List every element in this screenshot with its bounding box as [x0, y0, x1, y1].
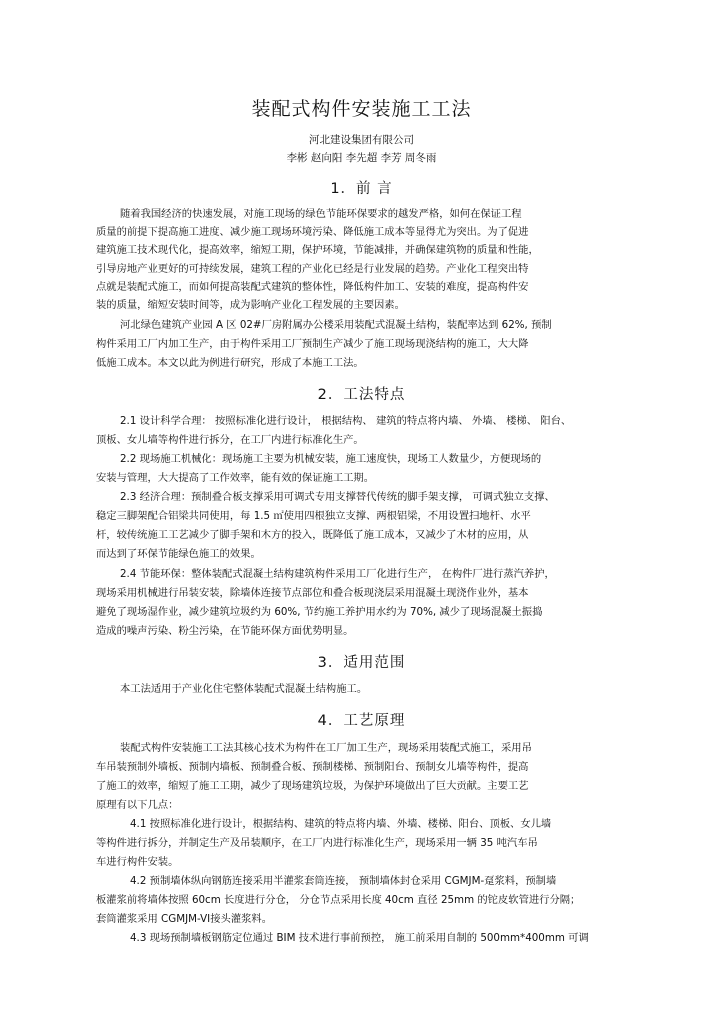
authors: 李彬 赵向阳 李先超 李芳 周冬雨	[286, 152, 437, 164]
paragraph-line: 河北绿色建筑产业园 A 区 02#厂房附属办公楼采用装配式混凝土结构，装配率达到 62%, 预制	[120, 319, 552, 331]
document-title: 装配式构件安装施工工法	[251, 98, 472, 120]
paragraph-line: 现场采用机械进行吊装安装，除墙体连接节点部位和叠合板现浇层采用混凝土现浇作业外，基本	[96, 587, 529, 599]
organization: 河北建设集团有限公司	[309, 134, 414, 146]
paragraph-line: 装的质量，缩短安装时间等，成为影响产业化工程发展的主要因素。	[96, 299, 405, 311]
paragraph-line: 4.2 预制墙体纵向钢筋连接采用半灌浆套筒连接， 预制墙体封仓采用 CGMJM-趸浆料，预制墙	[130, 875, 557, 887]
paragraph-line: 避免了现场湿作业，减少建筑垃圾约为 60%, 节约施工养护用水约为 70%, 减少了现场混凝土振捣	[96, 606, 543, 618]
paragraph-line: 建筑施工技术现代化，提高效率，缩短工期，保护环境，节能减排，并确保建筑物的质量和性能，	[96, 244, 539, 256]
paragraph-line: 车吊装预制外墙板、预制内墙板、预制叠合板、预制楼梯、预制阳台、预制女儿墙等构件，提高	[96, 761, 529, 773]
paragraph-line: 板灌浆前将墙体按照 60cm 长度进行分仓， 分仓节点采用长度 40cm 直径 25mm 的铊皮软管进行分隔；	[96, 894, 581, 906]
paragraph-line: 本工法适用于产业化住宅整体装配式混凝土结构施工。	[120, 683, 368, 695]
paragraph-line: 原理有以下几点：	[96, 799, 179, 811]
paragraph-line: 低施工成本。本文以此为例进行研究，形成了本施工工法。	[96, 357, 364, 369]
paragraph-line: 等构件进行拆分，并制定生产及吊装顺序，在工厂内进行标准化生产，现场采用一辆 35 吨汽车吊	[96, 837, 538, 849]
section-heading-preface: 1．前 言	[330, 181, 393, 197]
paragraph-line: 4.1 按照标准化进行设计，根据结构、建筑的特点将内墙、外墙、楼梯、阳台、顶板、女儿墙	[130, 818, 552, 830]
paragraph-line: 了施工的效率，缩短了施工工期，减少了现场建筑垃圾，为保护环境做出了巨大贡献。主要工艺	[96, 780, 529, 792]
paragraph-line: 装配式构件安装施工工法其核心技术为构件在工厂加工生产，现场采用装配式施工，采用吊	[120, 742, 532, 754]
paragraph-line: 随着我国经济的快速发展，对施工现场的绿色节能环保要求的越发严格，如何在保证工程	[120, 208, 522, 220]
paragraph-line: 套筒灌浆采用 CGMJM-VI接头灌浆料。	[96, 913, 273, 925]
paragraph-line: 质量的前提下提高施工进度、减少施工现场环境污染、降低施工成本等显得尤为突出。为了促进	[96, 226, 529, 238]
paragraph-line: 稳定三脚架配合铝梁共同使用，每 1.5 ㎡使用四根独立支撑、两根铝梁，不用设置扫地杆、水平	[96, 510, 531, 522]
section-heading-features: 2．工法特点	[317, 387, 406, 403]
paragraph-line: 造成的噪声污染、粉尘污染，在节能环保方面优势明显。	[96, 625, 354, 637]
paragraph-line: 杆，较传统施工工艺减少了脚手架和木方的投入，既降低了施工成本，又减少了木材的应用，从	[96, 529, 529, 541]
section-heading-principle: 4．工艺原理	[317, 713, 406, 729]
paragraph-line: 顶板、女儿墙等构件进行拆分，在工厂内进行标准化生产。	[96, 434, 364, 446]
paragraph-line: 安装与管理，大大提高了工作效率，能有效的保证施工工期。	[96, 472, 375, 484]
paragraph-line: 而达到了环保节能绿色施工的效果。	[96, 548, 261, 560]
paragraph-line: 2.3 经济合理：预制叠合板支撑采用可调式专用支撑替代传统的脚手架支撑， 可调式独立支撑、	[120, 491, 555, 503]
paragraph-line: 2.4 节能环保：整体装配式混凝土结构建筑构件采用工厂化进行生产， 在构件厂进行蒸汽养护，	[120, 568, 555, 580]
paragraph-line: 4.3 现场预制墙板钢筋定位通过 BIM 技术进行事前预控， 施工前采用自制的 500mm*400mm 可调	[130, 932, 589, 944]
section-heading-scope: 3．适用范围	[317, 655, 406, 671]
paragraph-line: 2.1 设计科学合理： 按照标准化进行设计， 根据结构、 建筑的特点将内墙、 外墙、 楼梯、 阳台、	[120, 415, 572, 427]
paragraph-line: 点就是装配式施工，而如何提高装配式建筑的整体性，降低构件加工、安装的难度，提高构件安	[96, 281, 529, 293]
paragraph-line: 引导房地产业更好的可持续发展，建筑工程的产业化已经是行业发展的趋势。产业化工程突出特	[96, 263, 529, 275]
paragraph-line: 构件采用工厂内加工生产，由于构件采用工厂预制生产减少了施工现场现浇结构的施工，大大降	[96, 338, 529, 350]
paragraph-line: 车进行构件安装。	[96, 856, 179, 868]
paragraph-line: 2.2 现场施工机械化：现场施工主要为机械安装，施工速度快，现场工人数量少，方便现场的	[120, 453, 542, 465]
